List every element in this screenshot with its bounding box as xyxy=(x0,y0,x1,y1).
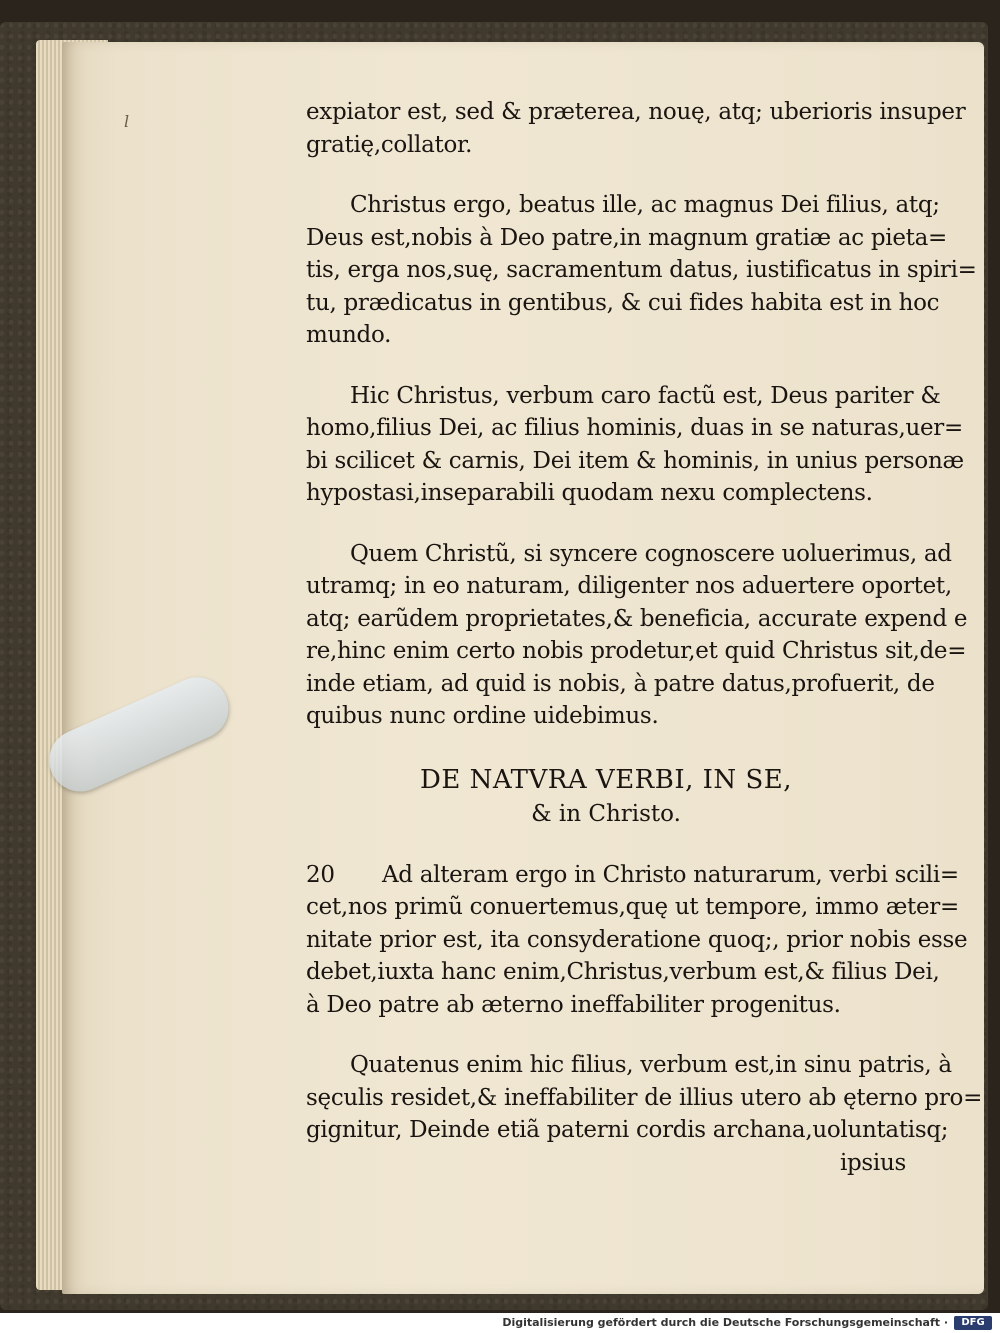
text-line: gignitur, Deinde etiã paterni cordis archana,uoluntatisq; xyxy=(306,1117,949,1143)
text-line: inde etiam, ad quid is nobis, à patre datus,profuerit, de xyxy=(306,670,935,697)
text-line: tis, erga nos,suę, sacramentum datus, iustificatus in spiri= xyxy=(306,257,977,283)
catchword: ipsius xyxy=(839,1149,906,1176)
text-line: bi scilicet & carnis, Dei item & hominis, in unius personæ xyxy=(306,447,964,474)
section-heading xyxy=(306,763,906,831)
text-line: nitate prior est, ita consyderatione quoq;, prior nobis esse xyxy=(306,926,968,953)
corner-mark: l xyxy=(124,112,130,131)
final-paragraph xyxy=(306,1049,983,1179)
text-line: Ad alteram ergo in Christo naturarum, verbi scili= xyxy=(382,861,959,888)
heading-subtitle: & in Christo. xyxy=(531,800,681,827)
text-line: utramq; in eo naturam, diligenter nos aduertere oportet, xyxy=(306,573,952,599)
dfg-logo: DFG xyxy=(954,1316,992,1330)
paragraph-4 xyxy=(306,538,968,733)
text-line: atq; earũdem proprietates,& beneficia, accurate expend e xyxy=(306,605,968,632)
text-line: mundo. xyxy=(306,322,392,348)
paragraph-3 xyxy=(306,380,964,510)
heading-title: DE NATVRA VERBI, IN SE, xyxy=(419,764,792,795)
text-line: Hic Christus, verbum caro factũ est, Deus pariter & xyxy=(350,382,941,409)
plastic-page-holder xyxy=(39,667,238,801)
paragraph-1 xyxy=(306,96,966,161)
text-line: tu, prædicatus in gentibus, & cui fides habita est in hoc xyxy=(306,289,940,316)
text-line: expiator est, sed & præterea, nouę, atq; uberioris insuper xyxy=(306,99,966,125)
text-line: Quem Christũ, si syncere cognoscere uoluerimus, ad xyxy=(350,540,952,567)
text-line: Christus ergo, beatus ille, ac magnus Dei filius, atq; xyxy=(350,192,940,218)
text-line: Deus est,nobis à Deo patre,in magnum gratiæ ac pieta= xyxy=(306,224,947,251)
footer-credit: Digitalisierung gefördert durch die Deutsche Forschungsgemeinschaft · xyxy=(502,1316,948,1329)
text-line: quibus nunc ordine uidebimus. xyxy=(306,703,659,729)
text-line: homo,filius Dei, ac filius hominis, duas in se naturas,uer= xyxy=(306,415,963,441)
text-line: cet,nos primũ conuertemus,quę ut tempore, immo æter= xyxy=(306,894,959,920)
text-line: hypostasi,inseparabili quodam nexu complectens. xyxy=(306,480,873,506)
text-line: sęculis residet,& ineffabiliter de illius utero ab ęterno pro= xyxy=(306,1084,983,1111)
footer-bar xyxy=(0,1313,1000,1333)
text-line: debet,iuxta hanc enim,Christus,verbum est,& filius Dei, xyxy=(306,959,940,985)
text-line: gratię,collator. xyxy=(306,131,473,158)
paragraph-2 xyxy=(306,189,977,352)
margin-number: 20 xyxy=(306,861,335,888)
numbered-paragraph xyxy=(306,859,968,1022)
text-line: Quatenus enim hic filius, verbum est,in sinu patris, à xyxy=(350,1052,952,1078)
text-line: à Deo patre ab æterno ineffabiliter progenitus. xyxy=(306,991,841,1018)
text-line: re,hinc enim certo nobis prodetur,et quid Christus sit,de= xyxy=(306,638,967,664)
text-block xyxy=(306,96,983,1207)
